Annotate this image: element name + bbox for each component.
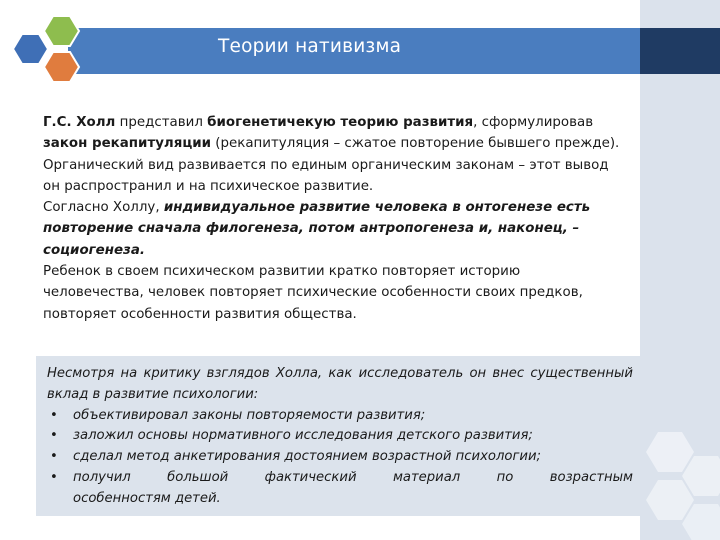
main-text-block [43, 112, 623, 325]
green-hexagon-icon [44, 16, 79, 46]
contribution-text [47, 364, 633, 510]
contribution-intro: Несмотря на критику взглядов Холла, как исследователь он внес существенный вклад в развитие психологии: [47, 366, 633, 402]
list-item-continuation: особенностям детей. [73, 490, 221, 506]
text-fragment: (рекапитуляция – сжатое повторение бывшего прежде). [211, 136, 620, 152]
list-item: • сделал метод анкетирования достоянием возрастной психологии; [47, 447, 633, 468]
paragraph-ontogenesis [43, 197, 623, 261]
page-title: Теории нативизма [218, 36, 402, 57]
orange-hexagon-icon [44, 52, 79, 82]
list-item: • получил большой фактический материал по возрастным [47, 468, 633, 489]
text-fragment: представил [115, 115, 208, 130]
header-accent-block [640, 28, 720, 74]
paragraph-hall-theory [43, 112, 623, 155]
list-item: • объективировал законы повторяемости развития; [47, 406, 633, 427]
paragraph-organic-law: Органический вид развивается по единым органическим законам – этот вывод он распространил и на психическое развитие. [43, 157, 609, 194]
blue-hexagon-icon [13, 34, 48, 64]
author-name: Г.С. Холл [43, 115, 116, 130]
decorative-hexagons [636, 428, 720, 540]
hexagon-logo [8, 12, 86, 86]
paragraph-child-development: Ребенок в своем психическом развитии кратко повторяет историю человечества, человек повторяет психические особенности своих предков, повторяет особенности развития общества. [43, 264, 583, 322]
text-fragment: , сформулировав [473, 115, 594, 130]
ontogenesis-emphasis: индивидуальное развитие человека в онтогенезе есть повторение сначала филогенеза, потом антропогенеза и, наконец, – социогенеза. [43, 200, 591, 258]
list-item: • заложил основы нормативного исследования детского развития; [47, 426, 633, 447]
theory-name: биогенетичекую теорию развития [207, 115, 474, 130]
law-name: закон рекапитуляции [43, 136, 212, 152]
contribution-list [47, 406, 633, 489]
text-fragment: Согласно Холлу, [43, 200, 164, 216]
